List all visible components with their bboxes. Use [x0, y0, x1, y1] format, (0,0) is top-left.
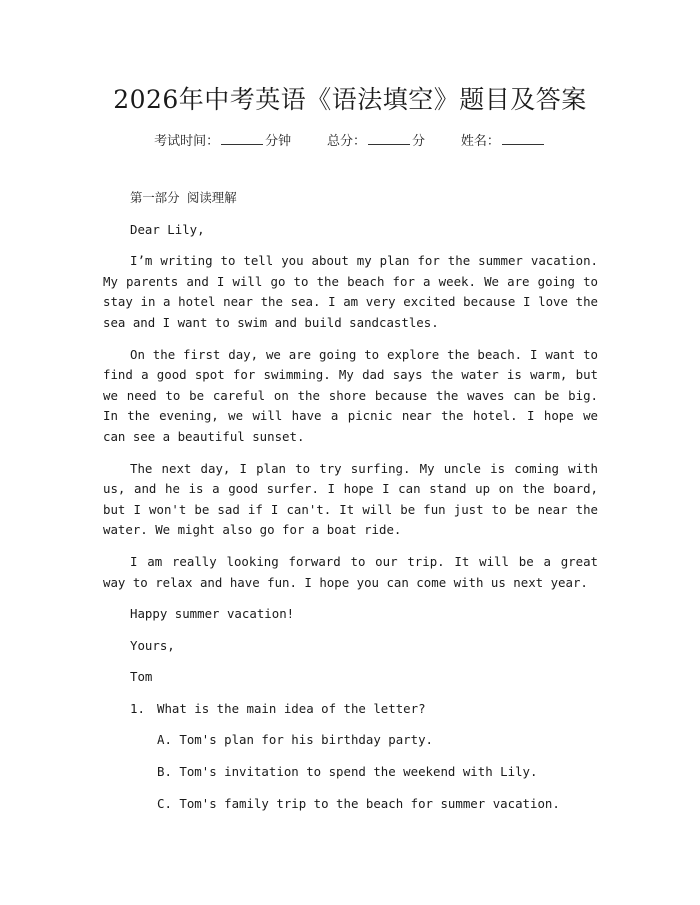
exam-time-blank[interactable] — [221, 132, 263, 145]
section-heading: 第一部分 阅读理解 — [130, 190, 237, 205]
exam-name-label: 姓名： — [460, 134, 500, 149]
exam-info — [0, 130, 700, 149]
letter-paragraph: I’m writing to tell you about my plan for the summer vacation. My parents and I will go to the beach for a week. We are going to stay in a hotel near the sea. I am very excited because I love the sea and I want to swim and build sandcastles. — [103, 253, 598, 330]
exam-score-label: 总分： — [326, 134, 366, 149]
letter-closing-wish: Happy summer vacation! — [130, 606, 295, 622]
letter-closing: Yours, — [130, 637, 175, 653]
letter-greeting: Dear Lily, — [130, 221, 205, 237]
exam-name-blank[interactable] — [502, 132, 544, 145]
exam-score-unit: 分 — [412, 134, 426, 149]
exam-time-label: 考试时间： — [154, 134, 220, 149]
answer-option-b[interactable]: B. Tom's invitation to spend the weekend with Lily. — [157, 764, 538, 780]
question-text: What is the main idea of the letter? — [157, 700, 426, 716]
exam-score — [327, 134, 425, 149]
answer-option-c[interactable]: C. Tom's family trip to the beach for summer vacation. — [157, 795, 560, 811]
document-title: 2026年中考英语《语法填空》题目及答案 — [113, 85, 587, 114]
question-number: 1. — [130, 700, 145, 716]
exam-time — [154, 134, 291, 149]
question — [103, 699, 598, 720]
exam-score-blank[interactable] — [368, 132, 410, 145]
letter-signature: Tom — [130, 669, 153, 685]
document-body — [103, 188, 598, 825]
answer-option-a[interactable]: A. Tom's plan for his birthday party. — [157, 732, 434, 748]
exam-time-unit: 分钟 — [265, 134, 292, 149]
letter-paragraph: I am really looking forward to our trip. It will be a great way to relax and have fun. I hope you can come with us next year. — [103, 553, 598, 590]
letter-paragraph: The next day, I plan to try surfing. My uncle is coming with us, and he is a good surfer. I hope I can stand up on the board, but I won't be sad if I can't. It will be fun just to be near the water. We might also go for a boat ride. — [103, 460, 598, 538]
exam-name — [461, 134, 546, 149]
letter-paragraph: On the first day, we are going to explore the beach. I want to find a good spot for swimming. My dad says the water is warm, but we need to be careful on the shore because the waves can be big. In the evening, we will have a picnic near the hotel. I hope we can see a beautiful sunset. — [103, 346, 598, 444]
